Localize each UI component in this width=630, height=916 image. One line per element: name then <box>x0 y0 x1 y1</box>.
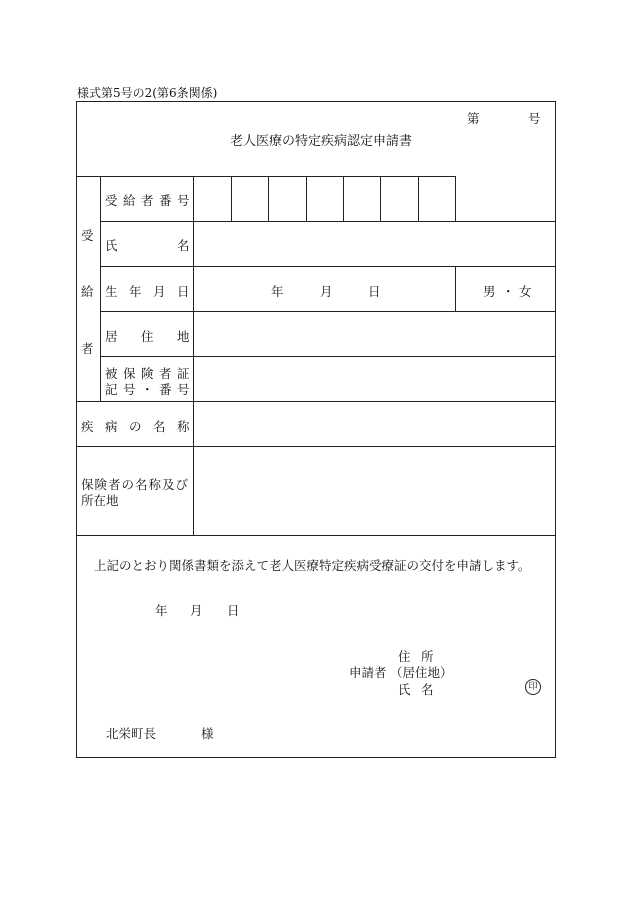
label-char: 号 <box>123 382 136 397</box>
label-char: の <box>129 419 142 434</box>
recipient-label-char-2: 給 <box>81 284 94 299</box>
application-month-field[interactable] <box>167 598 189 618</box>
name-label-char-2: 名 <box>177 238 190 253</box>
address-label-char-2: 所 <box>421 649 434 664</box>
recipient-number-digit-4[interactable] <box>307 177 343 221</box>
form-reference: 様式第5号の2(第6条関係) <box>77 86 218 100</box>
label-char: 疾 <box>81 419 94 434</box>
disease-name-input[interactable] <box>194 402 555 446</box>
label-char: 番 <box>159 382 172 397</box>
label-char: 月 <box>153 284 166 299</box>
birth-day-label: 日 <box>368 284 381 299</box>
label-char: 生 <box>105 284 118 299</box>
recipient-number-digit-5[interactable] <box>344 177 380 221</box>
applicant-name-input[interactable] <box>440 678 522 698</box>
residence-label-char-2: 住 <box>141 329 154 344</box>
birth-year-label: 年 <box>271 284 284 299</box>
seal-mark: 印 <box>525 679 541 695</box>
label-char: 番 <box>159 193 172 208</box>
label-char: 者 <box>141 193 154 208</box>
digit-box-line-7 <box>455 176 456 221</box>
label-char: 証 <box>177 366 190 381</box>
application-day-field[interactable] <box>203 598 225 618</box>
insurer-label-line-2: 所在地 <box>81 493 119 508</box>
addressee-town: 北栄町長 <box>106 726 157 741</box>
sex-option-female[interactable]: 女 <box>519 284 532 299</box>
label-char: 称 <box>177 419 190 434</box>
declaration-statement: 上記のとおり関係書類を添えて老人医療特定疾病受療証の交付を申請します。 <box>94 558 531 573</box>
form-title: 老人医療の特定疾病認定申請書 <box>230 134 413 149</box>
insurance-card-input[interactable] <box>194 357 555 401</box>
label-char: 号 <box>177 382 190 397</box>
recipient-number-digit-2[interactable] <box>232 177 268 221</box>
insurance-card-field[interactable] <box>194 357 555 401</box>
label-char: 号 <box>177 193 190 208</box>
label-char: 被 <box>105 366 118 381</box>
application-number-input[interactable] <box>482 106 526 126</box>
label-char: 受 <box>105 193 118 208</box>
recipient-name-input[interactable] <box>194 222 555 266</box>
sex-col-line <box>455 266 456 311</box>
number-prefix: 第 <box>467 111 480 126</box>
application-year-label: 年 <box>155 603 168 618</box>
birth-month-field[interactable] <box>284 272 318 304</box>
recipient-label-char-1: 受 <box>81 228 94 243</box>
application-number-field[interactable] <box>482 106 526 126</box>
residence-input[interactable] <box>194 312 555 356</box>
addressee-honorific: 様 <box>201 726 214 741</box>
birth-day-field[interactable] <box>333 272 367 304</box>
recipient-number-digit-3[interactable] <box>269 177 306 221</box>
residence-label-char-3: 地 <box>177 329 190 344</box>
residence-label-char-1: 居 <box>105 329 118 344</box>
recipient-label-char-3: 者 <box>81 341 94 356</box>
disease-name-field[interactable] <box>194 402 555 446</box>
label-char: 年 <box>129 284 142 299</box>
label-char: ・ <box>141 382 154 397</box>
application-year-field[interactable] <box>118 598 152 618</box>
residence-field[interactable] <box>194 312 555 356</box>
sex-option-male[interactable]: 男 <box>483 284 496 299</box>
application-month-label: 月 <box>190 603 203 618</box>
insurer-label-line-1: 保険者の名称及び <box>81 477 190 492</box>
recipient-number-digit-7[interactable] <box>419 177 455 221</box>
row-line-7 <box>76 535 556 536</box>
sex-separator: ・ <box>502 284 515 299</box>
label-char: 日 <box>177 284 190 299</box>
address-label-char-1: 住 <box>398 649 411 664</box>
applicant-address-input[interactable] <box>446 644 550 678</box>
birth-year-field[interactable] <box>215 272 265 304</box>
applicant-name-label-char-2: 名 <box>421 682 434 697</box>
recipient-number-digit-6[interactable] <box>381 177 418 221</box>
insurer-input[interactable] <box>194 447 555 535</box>
number-suffix: 号 <box>528 111 541 126</box>
row-line-2 <box>100 266 556 267</box>
recipient-col-line <box>100 176 101 401</box>
applicant-name-label-char-1: 氏 <box>398 682 411 697</box>
label-char: 名 <box>153 419 166 434</box>
name-label-char-1: 氏 <box>105 238 118 253</box>
label-char: 保 <box>123 366 136 381</box>
insurer-field[interactable] <box>194 447 555 535</box>
recipient-name-field[interactable] <box>194 222 555 266</box>
applicant-name-field[interactable] <box>440 678 522 698</box>
label-char: 給 <box>123 193 136 208</box>
applicant-address-field[interactable] <box>446 644 550 678</box>
birth-month-label: 月 <box>320 284 333 299</box>
label-char: 病 <box>105 419 118 434</box>
addressee-name-field[interactable] <box>154 720 198 740</box>
label-char: 記 <box>105 382 118 397</box>
label-char: 者 <box>159 366 172 381</box>
residence-paren-label: （居住地） <box>390 665 453 680</box>
recipient-number-digit-1[interactable] <box>194 177 231 221</box>
applicant-label: 申請者 <box>349 665 387 680</box>
application-day-label: 日 <box>227 603 240 618</box>
label-char: 険 <box>141 366 154 381</box>
